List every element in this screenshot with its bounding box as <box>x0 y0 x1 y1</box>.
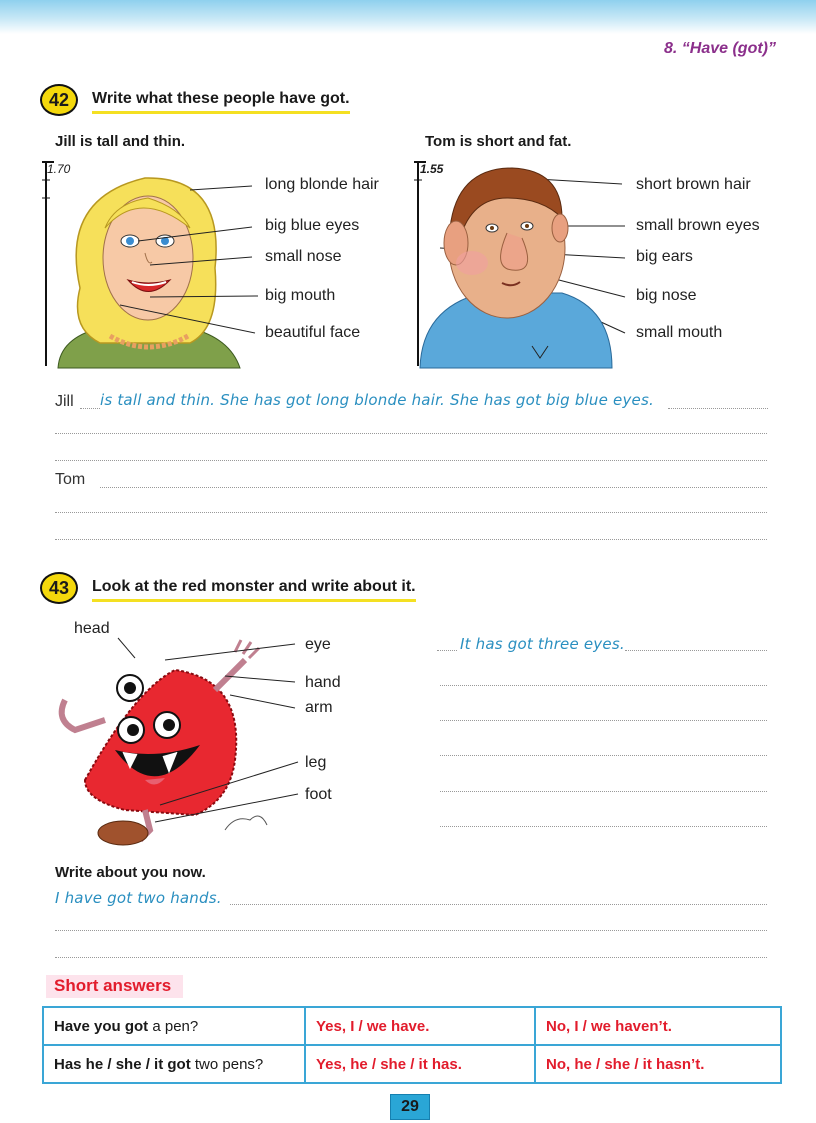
red-monster-illustration <box>45 630 295 850</box>
answer-line[interactable] <box>55 539 767 540</box>
answer-line[interactable] <box>55 930 767 931</box>
table-row <box>43 1045 781 1083</box>
exercise-43-number: 43 <box>40 572 78 604</box>
jill-height-mark: 1.70 <box>47 162 71 176</box>
monster-label-foot: foot <box>305 786 332 803</box>
monster-label-leg: leg <box>305 754 327 771</box>
table-row <box>43 1007 781 1045</box>
no-answer-cell: No, he / she / it hasn’t. <box>535 1045 781 1083</box>
page-number: 29 <box>390 1094 430 1120</box>
yes-answer-cell: Yes, he / she / it has. <box>305 1045 535 1083</box>
monster-label-arm: arm <box>305 699 333 716</box>
short-answers-title: Short answers <box>46 975 183 998</box>
answer-line[interactable] <box>55 512 767 513</box>
write-about-you-answer: I have got two hands. <box>55 889 222 907</box>
exercise-43-title: Look at the red monster and write about it. <box>92 578 416 602</box>
exercise-42-title: Write what these people have got. <box>92 90 350 114</box>
question-cell: Has he / she / it got two pens? <box>43 1045 305 1083</box>
answer-line[interactable] <box>440 720 767 721</box>
question-cell: Have you got a pen? <box>43 1007 305 1045</box>
yes-answer-cell: Yes, I / we have. <box>305 1007 535 1045</box>
short-answers-table <box>42 1006 782 1084</box>
tom-label-mouth: small mouth <box>636 324 723 341</box>
answer-line[interactable] <box>440 791 767 792</box>
answer-line[interactable] <box>55 433 767 434</box>
jill-subtitle: Jill is tall and thin. <box>55 133 186 150</box>
jill-label-nose: small nose <box>265 248 342 265</box>
jill-label-eyes: big blue eyes <box>265 217 360 234</box>
answer-line[interactable] <box>55 957 767 958</box>
jill-label-face: beautiful face <box>265 324 361 341</box>
tom-label-ears: big ears <box>636 248 693 265</box>
jill-illustration <box>40 158 265 370</box>
answer-line[interactable] <box>440 685 767 686</box>
answer-line[interactable] <box>100 487 767 488</box>
monster-label-hand: hand <box>305 674 341 691</box>
answer-line[interactable] <box>55 460 767 461</box>
jill-answer-text: is tall and thin. She has got long blonde hair. She has got big blue eyes. <box>100 391 654 409</box>
tom-height-mark: 1.55 <box>420 162 444 176</box>
write-about-you-heading: Write about you now. <box>55 864 206 881</box>
monster-answer-text: It has got three eyes. <box>460 635 625 653</box>
tom-illustration <box>412 158 632 370</box>
chapter-title: 8. “Have (got)” <box>663 40 776 57</box>
exercise-42-number: 42 <box>40 84 78 116</box>
answer-line[interactable] <box>440 755 767 756</box>
jill-label-mouth: big mouth <box>265 287 336 304</box>
monster-label-head: head <box>74 620 110 637</box>
jill-label-hair: long blonde hair <box>265 176 379 193</box>
tom-name-prompt: Tom <box>55 471 86 488</box>
tom-label-nose: big nose <box>636 287 697 304</box>
tom-label-hair: short brown hair <box>636 176 751 193</box>
jill-name-prompt: Jill <box>55 393 74 410</box>
answer-line[interactable] <box>440 826 767 827</box>
monster-label-eye: eye <box>305 636 331 653</box>
top-banner <box>0 0 816 34</box>
tom-label-eyes: small brown eyes <box>636 217 760 234</box>
tom-subtitle: Tom is short and fat. <box>425 133 572 150</box>
no-answer-cell: No, I / we haven’t. <box>535 1007 781 1045</box>
